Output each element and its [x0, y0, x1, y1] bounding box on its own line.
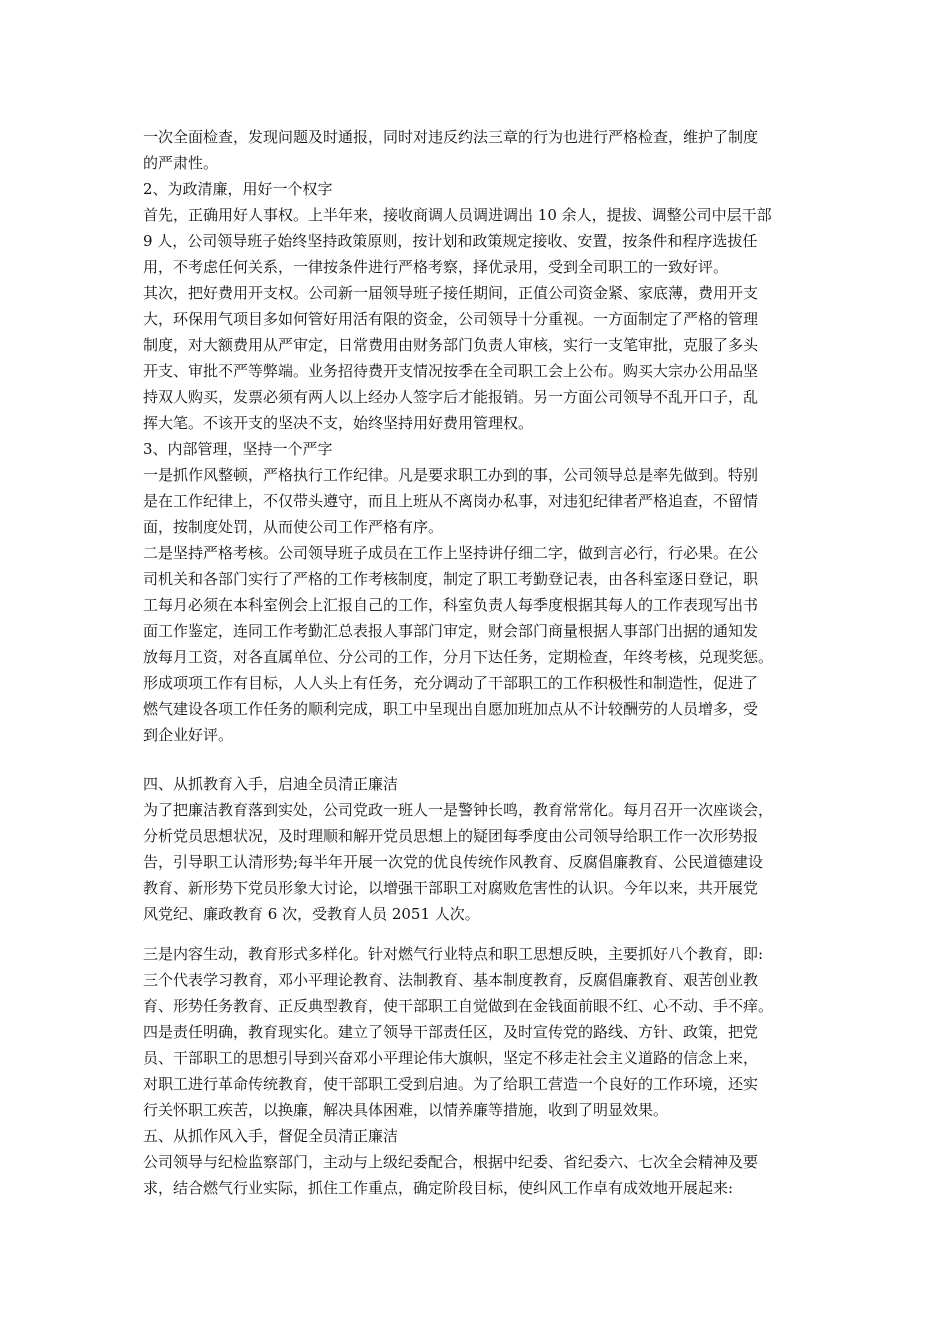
text-line: 告，引导职工认清形势;每半年开展一次党的优良传统作风教育、反腐倡廉教育、公民道德建设: [143, 853, 764, 871]
text-line: 面工作鉴定，连同工作考勤汇总表报人事部门审定，财会部门商量根据人事部门出据的通知发: [143, 622, 759, 640]
text-line: 三个代表学习教育，邓小平理论教育、法制教育、基本制度教育，反腐倡廉教育、艰苦创业教: [143, 971, 759, 989]
section-heading: 3、内部管理，坚持一个严字: [143, 440, 333, 458]
text-block-1: [143, 124, 808, 748]
text-line: 三是内容生动，教育形式多样化。针对燃气行业特点和职工思想反映，主要抓好八个教育，即:: [143, 945, 764, 963]
text-line: 公司领导与纪检监察部门，主动与上级纪委配合，根据中纪委、省纪委六、七次全会精神及要: [143, 1153, 759, 1171]
text-line: 工每月必须在本科室例会上汇报自己的工作，科室负责人每季度根据其每人的工作表现写出书: [143, 596, 759, 614]
text-line: 司机关和各部门实行了严格的工作考核制度，制定了职工考勤登记表，由各科室逐日登记，职: [143, 570, 759, 588]
text-line: 求，结合燃气行业实际，抓住工作重点，确定阶段目标，使纠风工作卓有成效地开展起来:: [143, 1179, 734, 1197]
text-line: 对职工进行革命传统教育，使干部职工受到启迪。为了给职工营造一个良好的工作环境，还实: [143, 1075, 759, 1093]
text-line: 面，按制度处罚，从而使公司工作严格有序。: [143, 518, 444, 536]
text-block-3: [143, 941, 808, 1201]
section-heading: 2、为政清廉，用好一个权字: [143, 180, 333, 198]
text-line: 放每月工资，对各直属单位、分公司的工作，分月下达任务，定期检查，年终考核，兑现奖惩。: [143, 648, 774, 666]
text-line: 二是坚持严格考核。公司领导班子成员在工作上坚持讲仔细二字，做到言必行，行必果。在公: [143, 544, 759, 562]
text-line: 其次，把好费用开支权。公司新一届领导班子接任期间，正值公司资金紧、家底薄，费用开支: [143, 284, 759, 302]
text-line: 首先，正确用好人事权。上半年来，接收商调人员调进调出 10 余人，提拔、调整公司中层干部: [143, 206, 772, 224]
text-line: 育、形势任务教育、正反典型教育，使干部职工自觉做到在金钱面前眼不红、心不动、手不痒。: [143, 997, 774, 1015]
text-line: 四是责任明确，教育现实化。建立了领导干部责任区，及时宣传党的路线、方针、政策，把党: [143, 1023, 759, 1041]
text-line: 教育、新形势下党员形象大讨论，以增强干部职工对腐败危害性的认识。今年以来，共开展党: [143, 879, 759, 897]
text-line: 一是抓作风整顿，严格执行工作纪律。凡是要求职工办到的事，公司领导总是率先做到。特别: [143, 466, 759, 484]
text-line: 行关怀职工疾苦，以换廉，解决具体困难，以情养廉等措施，收到了明显效果。: [143, 1101, 669, 1119]
text-line: 分析党员思想状况，及时理顺和解开党员思想上的疑团每季度由公司领导给职工作一次形势报: [143, 827, 759, 845]
text-line: 开支、审批不严等弊端。业务招待费开支情况按季在全司职工会上公布。购买大宗办公用品坚: [143, 362, 759, 380]
text-line: 持双人购买，发票必须有两人以上经办人签字后才能报销。另一方面公司领导不乱开口子，乱: [143, 388, 759, 406]
text-block-2: [143, 771, 808, 927]
text-line: 一次全面检查，发现问题及时通报，同时对违反约法三章的行为也进行严格检查，维护了制度: [143, 128, 759, 146]
text-line: 燃气建设各项工作任务的顺利完成，职工中呈现出自愿加班加点从不计较酬劳的人员增多，受: [143, 700, 759, 718]
text-line: 大，环保用气项目多如何管好用活有限的资金，公司领导十分重视。一方面制定了严格的管理: [143, 310, 759, 328]
text-line: 为了把廉洁教育落到实处，公司党政一班人一是警钟长鸣，教育常常化。每月召开一次座谈会，: [143, 801, 774, 819]
section-heading: 五、从抓作风入手，督促全员清正廉洁: [143, 1127, 399, 1145]
section-heading: 四、从抓教育入手，启迪全员清正廉洁: [143, 775, 399, 793]
text-line: 的严肃性。: [143, 154, 219, 172]
text-line: 9 人，公司领导班子始终坚持政策原则，按计划和政策规定接收、安置，按条件和程序选拔任: [143, 232, 758, 250]
text-line: 用，不考虑任何关系，一律按条件进行严格考察，择优录用，受到全司职工的一致好评。: [143, 258, 729, 276]
text-line: 形成项项工作有目标，人人头上有任务，充分调动了干部职工的工作积极性和制造性，促进了: [143, 674, 759, 692]
text-line: 制度，对大额费用从严审定，日常费用由财务部门负责人审核，实行一支笔审批，克服了多头: [143, 336, 759, 354]
text-line: 是在工作纪律上，不仅带头遵守，而且上班从不离岗办私事，对违犯纪律者严格追查，不留情: [143, 492, 759, 510]
text-line: 到企业好评。: [143, 726, 234, 744]
text-line: 员、干部职工的思想引导到兴奋邓小平理论伟大旗帜，坚定不移走社会主义道路的信念上来，: [143, 1049, 759, 1067]
text-line: 风党纪、廉政教育 6 次，受教育人员 2051 人次。: [143, 905, 480, 923]
text-line: 挥大笔。不该开支的坚决不支，始终坚持用好费用管理权。: [143, 414, 534, 432]
